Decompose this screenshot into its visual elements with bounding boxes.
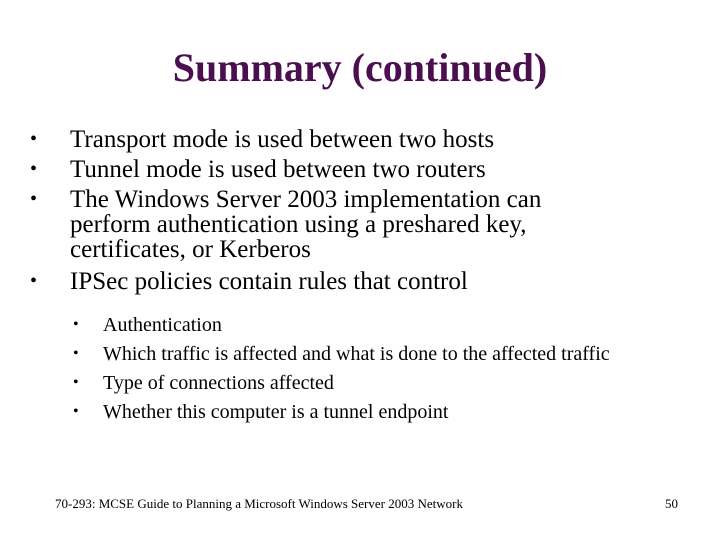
bullet-item [30, 157, 690, 182]
bullet-icon: • [30, 158, 38, 180]
footer-course-title: 70-293: MCSE Guide to Planning a Microsoft Windows Server 2003 Network [55, 496, 463, 511]
sub-bullet-item [73, 343, 648, 365]
sub-bullet-text: Authentication [103, 314, 222, 336]
bullet-text: IPSec policies contain rules that control [70, 268, 468, 295]
sub-bullet-text: Type of connections affected [103, 372, 334, 394]
bullet-text: The Windows Server 2003 implementation can perform authentication using a preshared key, certificates, or Kerberos [70, 186, 542, 263]
sub-bullet-text: Whether this computer is a tunnel endpoint [103, 401, 449, 423]
bullet-item [30, 127, 690, 152]
bullet-icon: • [73, 316, 79, 333]
sub-bullet-item [73, 401, 673, 423]
bullet-icon: • [30, 270, 38, 292]
bullet-icon: • [73, 374, 79, 391]
bullet-icon: • [30, 188, 38, 210]
bullet-item [30, 187, 610, 262]
sub-bullet-list [73, 314, 673, 430]
bullet-icon: • [30, 128, 38, 150]
bullet-item [30, 269, 690, 294]
bullet-icon: • [73, 345, 79, 362]
slide-title: Summary (continued) [172, 45, 548, 90]
bullet-list [30, 127, 690, 299]
bullet-text: Transport mode is used between two hosts [70, 126, 495, 153]
footer-page-number: 50 [665, 496, 678, 511]
bullet-icon: • [73, 403, 79, 420]
sub-bullet-item [73, 314, 673, 336]
bullet-text: Tunnel mode is used between two routers [70, 156, 486, 183]
sub-bullet-item [73, 372, 673, 394]
sub-bullet-text: Which traffic is affected and what is done to the affected traffic [103, 343, 610, 365]
